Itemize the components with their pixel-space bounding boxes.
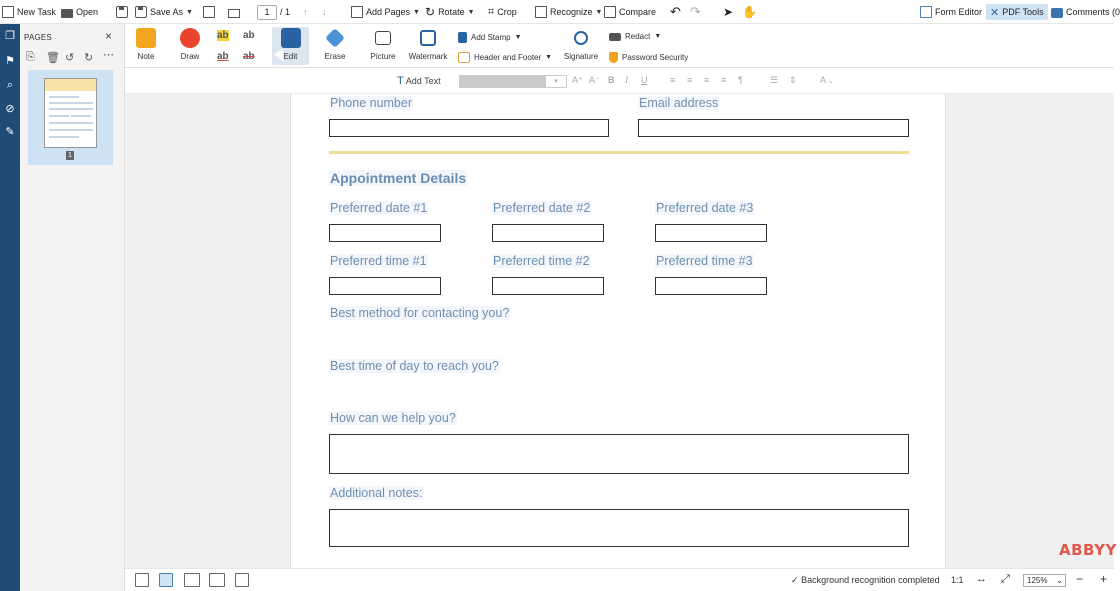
chevron-down-icon: ▼ <box>514 34 522 41</box>
underline-text-button[interactable] <box>217 51 229 62</box>
rotate-left-icon[interactable]: ↺ <box>65 52 75 64</box>
pdf-tools-button[interactable]: ✕ PDF Tools <box>986 4 1048 20</box>
page-number-badge: 1 <box>66 151 74 160</box>
underline-icon: ab <box>217 51 229 62</box>
redo-button[interactable] <box>690 4 701 20</box>
additional-notes-label[interactable]: Additional notes: <box>330 486 423 500</box>
form-editor-button[interactable]: Form Editor <box>920 4 982 20</box>
undo-button[interactable] <box>670 4 681 20</box>
print-icon <box>203 6 215 18</box>
redact-button[interactable]: Redact ▼ <box>609 32 661 41</box>
actual-size-button[interactable]: 1:1 <box>951 575 964 585</box>
preferred-time-1-label[interactable]: Preferred time #1 <box>330 254 427 268</box>
insert-text-button[interactable] <box>243 30 255 41</box>
stamp-icon <box>458 32 467 43</box>
underline-button[interactable]: U <box>641 75 648 85</box>
increase-font-icon[interactable]: A⁺ <box>572 75 583 85</box>
zoom-out-icon[interactable]: − <box>1076 572 1084 586</box>
insert-page-icon[interactable]: ⎘ <box>26 51 35 63</box>
two-page-view-icon[interactable] <box>184 573 200 587</box>
align-center-icon[interactable]: ≡ <box>687 75 693 85</box>
add-stamp-button[interactable]: Add Stamp ▼ <box>458 32 522 43</box>
abbyy-logo: ABBYY <box>1059 541 1117 559</box>
previous-page-button[interactable] <box>303 4 308 20</box>
document-viewer <box>125 94 1114 568</box>
erase-button[interactable]: Erase <box>322 28 348 61</box>
edit-pencil-icon <box>281 28 301 48</box>
status-bar <box>125 568 1114 591</box>
preferred-date-1-field[interactable] <box>329 224 441 242</box>
save-button[interactable] <box>116 4 128 20</box>
email-button[interactable] <box>228 4 240 20</box>
more-icon[interactable]: ⋯ <box>103 49 114 61</box>
help-textarea[interactable] <box>329 434 909 474</box>
draw-button[interactable]: Draw <box>175 28 205 61</box>
crop-button[interactable]: ⌗ Crop <box>488 5 517 18</box>
picture-icon <box>375 31 391 45</box>
presentation-view-icon[interactable] <box>235 573 249 587</box>
new-task-button[interactable]: New Task <box>2 4 56 20</box>
best-time-label[interactable]: Best time of day to reach you? <box>330 359 499 373</box>
bold-button[interactable]: B <box>608 75 615 85</box>
additional-notes-textarea[interactable] <box>329 509 909 547</box>
check-circle-icon: ✓ <box>791 575 799 585</box>
strikethrough-text-button[interactable] <box>243 51 255 62</box>
shield-icon <box>609 52 618 63</box>
preferred-date-2-field[interactable] <box>492 224 604 242</box>
thumbnail-preview <box>44 78 97 148</box>
email-address-label[interactable]: Email address <box>639 96 719 110</box>
appointment-details-heading[interactable]: Appointment Details <box>330 170 467 186</box>
compare-button[interactable]: Compare <box>604 4 656 20</box>
chevron-down-icon: ▼ <box>595 8 603 16</box>
chevron-down-icon: ▼ <box>654 33 662 40</box>
hand-tool-button[interactable] <box>742 4 757 20</box>
crop-icon: ⌗ <box>488 5 495 18</box>
search-icon[interactable]: ⌕ <box>6 79 14 91</box>
chevron-down-icon: ▼ <box>467 8 475 16</box>
side-rail <box>0 24 20 591</box>
attachment-icon[interactable]: ⊘ <box>5 103 15 115</box>
font-size-select[interactable]: ▾ <box>545 75 567 88</box>
phone-number-label[interactable]: Phone number <box>330 96 413 110</box>
note-icon <box>136 28 156 48</box>
note-button[interactable]: Note <box>133 28 159 61</box>
line-spacing-icon[interactable]: ⇕ <box>789 75 797 85</box>
watermark-icon <box>420 30 436 46</box>
recognize-button[interactable]: Recognize ▼ <box>535 4 602 20</box>
recognize-icon <box>535 6 547 18</box>
rotate-right-icon[interactable]: ↻ <box>84 52 94 64</box>
new-task-icon <box>2 6 14 18</box>
chevron-down-icon: ▼ <box>186 8 193 16</box>
header-footer-icon <box>458 52 470 63</box>
add-text-icon: T <box>397 75 404 87</box>
italic-button[interactable]: I <box>625 75 628 85</box>
pages-icon[interactable]: ❐ <box>5 30 15 42</box>
add-text-button[interactable]: T Add Text <box>397 75 441 87</box>
next-page-button[interactable] <box>322 4 327 20</box>
decrease-font-icon[interactable]: A⁻ <box>589 75 600 85</box>
preferred-time-2-label[interactable]: Preferred time #2 <box>493 254 590 268</box>
rotate-button[interactable]: ↻ Rotate ▼ <box>425 5 475 19</box>
align-right-icon[interactable]: ≡ <box>704 75 710 85</box>
arrow-up-icon: ↑ <box>303 7 308 17</box>
insert-text-icon: ab <box>243 30 255 41</box>
add-page-icon <box>351 6 363 18</box>
chevron-down-icon: ▼ <box>545 54 553 61</box>
strikethrough-icon: ab <box>243 51 255 62</box>
chevron-down-icon: ▼ <box>413 8 420 16</box>
signature-panel-icon[interactable]: ✎ <box>5 126 15 138</box>
pages-panel <box>20 24 125 591</box>
save-as-button[interactable]: Save As ▼ <box>135 4 193 20</box>
delete-page-icon[interactable]: 🗑 <box>46 52 60 64</box>
zoom-in-icon[interactable]: + <box>1100 572 1108 586</box>
picture-button[interactable]: Picture <box>369 28 397 61</box>
help-label[interactable]: How can we help you? <box>330 411 456 425</box>
font-color-button[interactable]: A ⌄ <box>820 75 834 85</box>
password-security-button[interactable]: Password Security <box>609 52 688 63</box>
fit-page-icon[interactable]: ⤢ <box>1001 573 1010 585</box>
text-format-bar <box>125 68 1114 94</box>
pages-panel-title: PAGES <box>24 33 52 42</box>
preferred-date-3-label[interactable]: Preferred date #3 <box>656 201 754 215</box>
add-pages-button[interactable]: Add Pages ▼ <box>351 4 420 20</box>
page-navigator: 1 / 1 <box>257 4 290 20</box>
compare-icon <box>604 6 616 18</box>
redo-icon: ↷ <box>690 4 701 19</box>
recognition-status: ✓ Background recognition completed <box>791 575 940 585</box>
fit-width-icon[interactable]: ↔ <box>976 573 987 585</box>
preferred-time-2-field[interactable] <box>492 277 604 295</box>
folder-icon <box>61 9 73 18</box>
form-editor-icon <box>920 6 932 18</box>
main-toolbar <box>0 0 1120 24</box>
hand-icon: ✋ <box>742 5 757 19</box>
contact-method-label[interactable]: Best method for contacting you? <box>330 306 510 320</box>
select-tool-button[interactable] <box>723 4 733 20</box>
signature-icon <box>574 31 588 45</box>
page-thumbnail[interactable] <box>28 70 113 165</box>
print-button[interactable] <box>203 4 215 20</box>
open-button[interactable]: Open <box>61 4 98 20</box>
align-left-icon[interactable]: ≡ <box>670 75 676 85</box>
save-as-icon <box>135 6 147 18</box>
single-page-view-icon[interactable] <box>135 573 149 587</box>
highlight-text-button[interactable] <box>217 30 229 41</box>
bookmark-icon[interactable]: ⚑ <box>5 55 15 67</box>
pdf-tools-ribbon <box>125 24 1114 68</box>
fit-width-view-icon[interactable] <box>209 573 225 587</box>
section-divider <box>329 151 909 154</box>
preferred-date-1-label[interactable]: Preferred date #1 <box>330 201 428 215</box>
eraser-icon <box>325 28 345 48</box>
phone-number-field[interactable] <box>329 119 609 137</box>
paragraph-icon[interactable]: ¶ <box>738 75 743 85</box>
header-footer-button[interactable]: Header and Footer ▼ <box>458 52 552 63</box>
comments-button[interactable]: Comments (0 <box>1051 4 1120 20</box>
watermark-button[interactable]: Watermark <box>407 28 449 61</box>
pdf-tools-icon: ✕ <box>990 6 1000 19</box>
continuous-view-icon[interactable] <box>159 573 173 587</box>
rotate-icon: ↻ <box>425 5 436 19</box>
edit-button[interactable]: Edit <box>272 27 309 65</box>
undo-icon: ↶ <box>670 4 681 19</box>
page-number-input[interactable]: 1 <box>257 5 277 20</box>
mail-icon <box>228 9 240 18</box>
pointer-icon: ➤ <box>723 5 734 19</box>
signature-button[interactable]: Signature <box>563 28 599 61</box>
preferred-time-3-label[interactable]: Preferred time #3 <box>656 254 753 268</box>
list-icon[interactable]: ☰ <box>770 75 779 85</box>
arrow-down-icon: ↓ <box>322 7 327 17</box>
preferred-time-1-field[interactable] <box>329 277 441 295</box>
preferred-time-3-field[interactable] <box>655 277 767 295</box>
close-icon[interactable]: × <box>105 29 113 43</box>
save-icon <box>116 6 128 18</box>
highlight-icon: ab <box>217 30 229 41</box>
preferred-date-2-label[interactable]: Preferred date #2 <box>493 201 591 215</box>
comment-icon <box>1051 8 1063 18</box>
chevron-down-icon: ⌄ <box>1056 576 1063 585</box>
draw-icon <box>180 28 200 48</box>
preferred-date-3-field[interactable] <box>655 224 767 242</box>
redact-icon <box>609 33 621 41</box>
email-address-field[interactable] <box>638 119 909 137</box>
justify-icon[interactable]: ≡ <box>721 75 727 85</box>
zoom-select[interactable]: 125% ⌄ <box>1023 574 1066 587</box>
pdf-page <box>290 94 946 568</box>
